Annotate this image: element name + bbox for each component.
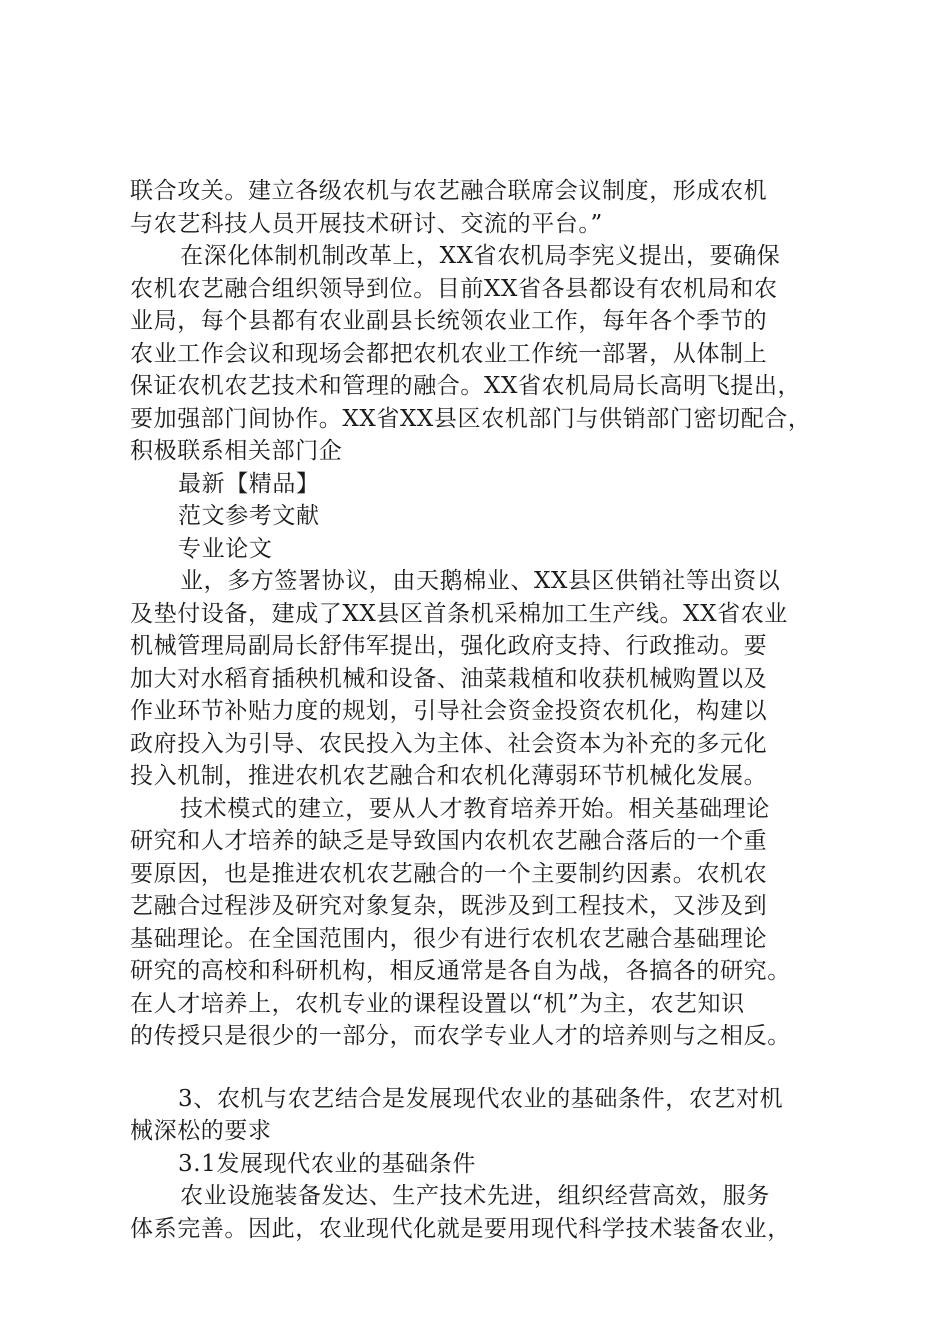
text-line: 最新【精品】 (178, 470, 320, 497)
text-line: 的传授只是很少的一部分，而农学专业人才的培养则与之相反。 (130, 1023, 791, 1049)
paragraph-gap (130, 1053, 830, 1083)
text-line: 范文参考文献 (178, 503, 320, 529)
text-line: 专业论文 (178, 535, 273, 562)
text-line: 要原因，也是推进农机农艺融合的一个主要制约因素。农机农 (130, 860, 768, 887)
text-line: 要加强部门间协作。XX省XX县区农机部门与供销部门密切配合， (130, 405, 812, 432)
text-line: 农机农艺融合组织领导到位。目前XX省各县都设有农机局和农 (130, 275, 778, 302)
text-line: 政府投入为引导、农民投入为主体、社会资本为补充的多元化 (130, 730, 768, 757)
text-line: 基础理论。在全国范围内，很少有进行农机农艺融合基础理论 (130, 925, 768, 952)
text-line: 农业设施装备发达、生产技术先进，组织经营高效，服务 (180, 1183, 770, 1209)
subsection-heading: 3.1发展现代农业的基础条件 (178, 1150, 476, 1177)
text-line: 在深化体制机制改革上，XX省农机局李宪义提出，要确保 (180, 243, 781, 269)
section-heading: 械深松的要求 (130, 1118, 272, 1144)
text-line: 加大对水稻育插秧机械和设备、油菜栽植和收获机械购置以及 (130, 665, 768, 692)
text-line: 业局，每个县都有农业副县长统领农业工作，每年各个季节的 (130, 308, 768, 334)
text-line: 积极联系相关部门企 (130, 438, 343, 464)
text-line: 艺融合过程涉及研究对象复杂，既涉及到工程技术，又涉及到 (130, 893, 768, 919)
text-line: 研究的高校和科研机构，相反通常是各自为战，各搞各的研究。 (130, 958, 791, 984)
text-line: 与农艺科技人员开展技术研讨、交流的平台。” (130, 210, 603, 237)
text-line: 业，多方签署协议，由天鹅棉业、XX县区供销社等出资以 (180, 568, 781, 594)
text-line: 作业环节补贴力度的规划，引导社会资金投资农机化，构建以 (130, 698, 768, 724)
text-line: 在人才培养上，农机专业的课程设置以“机”为主，农艺知识 (130, 990, 745, 1017)
section-heading: 3、农机与农艺结合是发展现代农业的基础条件，农艺对机 (178, 1085, 784, 1112)
text-line: 农业工作会议和现场会都把农机农业工作统一部署，从体制上 (130, 340, 768, 367)
text-line: 机械管理局副局长舒伟军提出，强化政府支持、行政推动。要 (130, 633, 768, 659)
text-line: 保证农机农艺技术和管理的融合。XX省农机局局长高明飞提出， (130, 373, 802, 399)
text-line: 及垫付设备，建成了XX县区首条机采棉加工生产线。XX省农业 (130, 600, 788, 627)
text-line: 联合攻关。建立各级农机与农艺融合联席会议制度，形成农机 (130, 178, 768, 204)
text-line: 技术模式的建立，要从人才教育培养开始。相关基础理论 (180, 795, 770, 822)
text-line: 投入机制，推进农机农艺融合和农机化薄弱环节机械化发展。 (130, 763, 768, 789)
text-line: 研究和人才培养的缺乏是导致国内农机农艺融合落后的一个重 (130, 828, 768, 854)
text-line: 体系完善。因此，农业现代化就是要用现代科学技术装备农业， (130, 1215, 791, 1242)
document-body (130, 175, 830, 1245)
